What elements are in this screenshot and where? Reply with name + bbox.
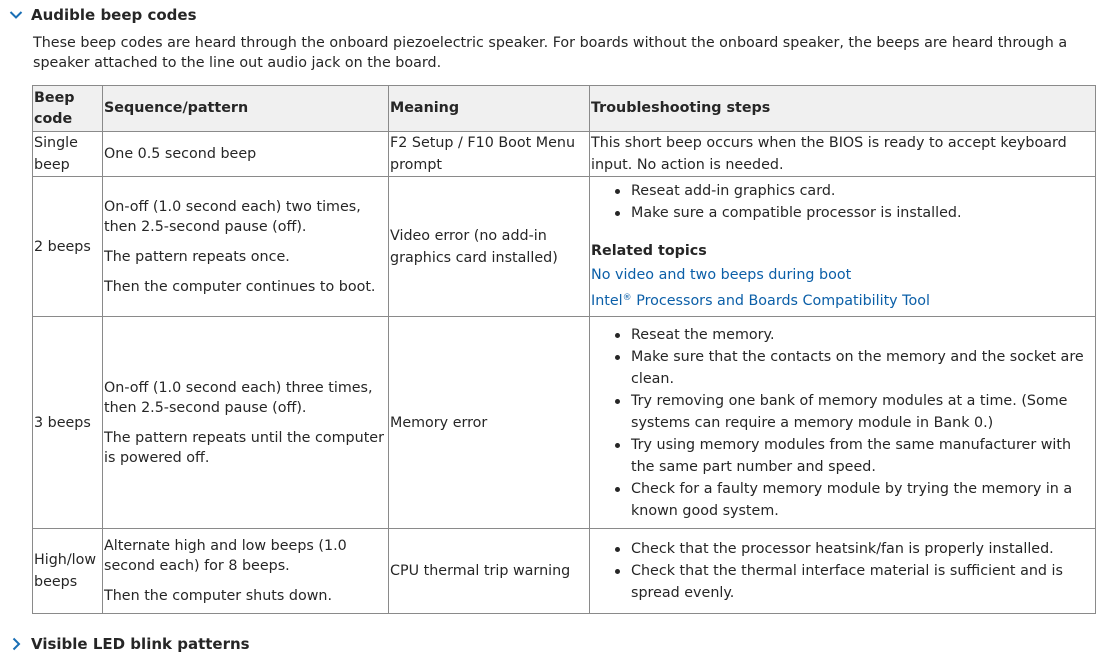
cell-troubleshooting: This short beep occurs when the BIOS is ready to accept keyboard input. No action is needed. — [590, 132, 1096, 177]
table-header-row — [33, 86, 1096, 132]
chevron-right-icon — [8, 636, 24, 652]
cell-meaning: F2 Setup / F10 Boot Menu prompt — [389, 132, 590, 177]
cell-beep-code: 3 beeps — [33, 317, 103, 529]
table-row — [33, 177, 1096, 317]
accordion-audible-beep-codes[interactable] — [8, 3, 197, 27]
cell-troubleshooting — [590, 317, 1096, 529]
link-brand: Intel — [591, 292, 623, 309]
cell-beep-code: High/low beeps — [33, 529, 103, 614]
related-topics-title: Related topics — [591, 242, 707, 259]
cell-sequence — [103, 177, 389, 317]
section-title: Visible LED blink patterns — [31, 635, 250, 653]
list-item: Reseat add-in graphics card. — [613, 180, 1093, 202]
steps-list — [591, 180, 1093, 224]
list-item: Reseat the memory. — [613, 324, 1093, 346]
list-item: Try using memory modules from the same manufacturer with the same part number and speed. — [613, 434, 1093, 478]
cell-troubleshooting — [590, 177, 1096, 317]
cell-meaning: Memory error — [389, 317, 590, 529]
steps-list — [591, 538, 1093, 604]
header-meaning: Meaning — [389, 86, 590, 132]
cell-meaning: CPU thermal trip warning — [389, 529, 590, 614]
cell-sequence — [103, 317, 389, 529]
list-item: Make sure a compatible processor is installed. — [613, 202, 1093, 224]
cell-beep-code: 2 beeps — [33, 177, 103, 317]
section-title: Audible beep codes — [31, 6, 197, 24]
list-item: Check for a faulty memory module by trying the memory in a known good system. — [613, 478, 1093, 522]
sequence-text: Then the computer shuts down. — [104, 588, 332, 604]
list-item: Check that the processor heatsink/fan is properly installed. — [613, 538, 1093, 560]
sequence-text: On-off (1.0 second each) two times, then 2.5-second pause (off). — [104, 198, 361, 235]
header-beep-code: Beep code — [33, 86, 103, 132]
sequence-text: Alternate high and low beeps (1.0 second each) for 8 beeps. — [104, 538, 347, 574]
sequence-text: The pattern repeats once. — [104, 248, 290, 265]
link-no-video-two-beeps[interactable]: No video and two beeps during boot — [591, 266, 852, 283]
link-compatibility-tool[interactable] — [591, 288, 1093, 314]
table-row — [33, 529, 1096, 614]
registered-mark: ® — [622, 292, 632, 303]
cell-troubleshooting — [590, 529, 1096, 614]
beep-codes-table — [32, 85, 1096, 614]
intro-paragraph: These beep codes are heard through the onboard piezoelectric speaker. For boards without the onboard speaker, the beeps are heard through a speaker attached to the line out audio jack on the board. — [33, 35, 1068, 71]
cell-beep-code: Single beep — [33, 132, 103, 177]
table-row — [33, 317, 1096, 529]
list-item: Try removing one bank of memory modules at a time. (Some systems can require a memory module in Bank 0.) — [613, 390, 1093, 434]
sequence-text: The pattern repeats until the computer is powered off. — [104, 429, 384, 466]
accordion-visible-led-blink-patterns[interactable] — [8, 632, 250, 656]
header-troubleshooting: Troubleshooting steps — [590, 86, 1096, 132]
chevron-down-icon — [8, 7, 24, 23]
link-text: Processors and Boards Compatibility Tool — [636, 292, 930, 309]
list-item: Check that the thermal interface material is sufficient and is spread evenly. — [613, 560, 1093, 604]
cell-sequence — [103, 529, 389, 614]
steps-list — [591, 324, 1093, 522]
cell-sequence — [103, 132, 389, 177]
table-row — [33, 132, 1096, 177]
header-sequence: Sequence/pattern — [103, 86, 389, 132]
cell-meaning: Video error (no add-in graphics card installed) — [389, 177, 590, 317]
sequence-text: On-off (1.0 second each) three times, then 2.5-second pause (off). — [104, 379, 373, 416]
list-item: Make sure that the contacts on the memory and the socket are clean. — [613, 346, 1093, 390]
sequence-text: One 0.5 second beep — [104, 146, 257, 162]
sequence-text: Then the computer continues to boot. — [104, 278, 376, 295]
